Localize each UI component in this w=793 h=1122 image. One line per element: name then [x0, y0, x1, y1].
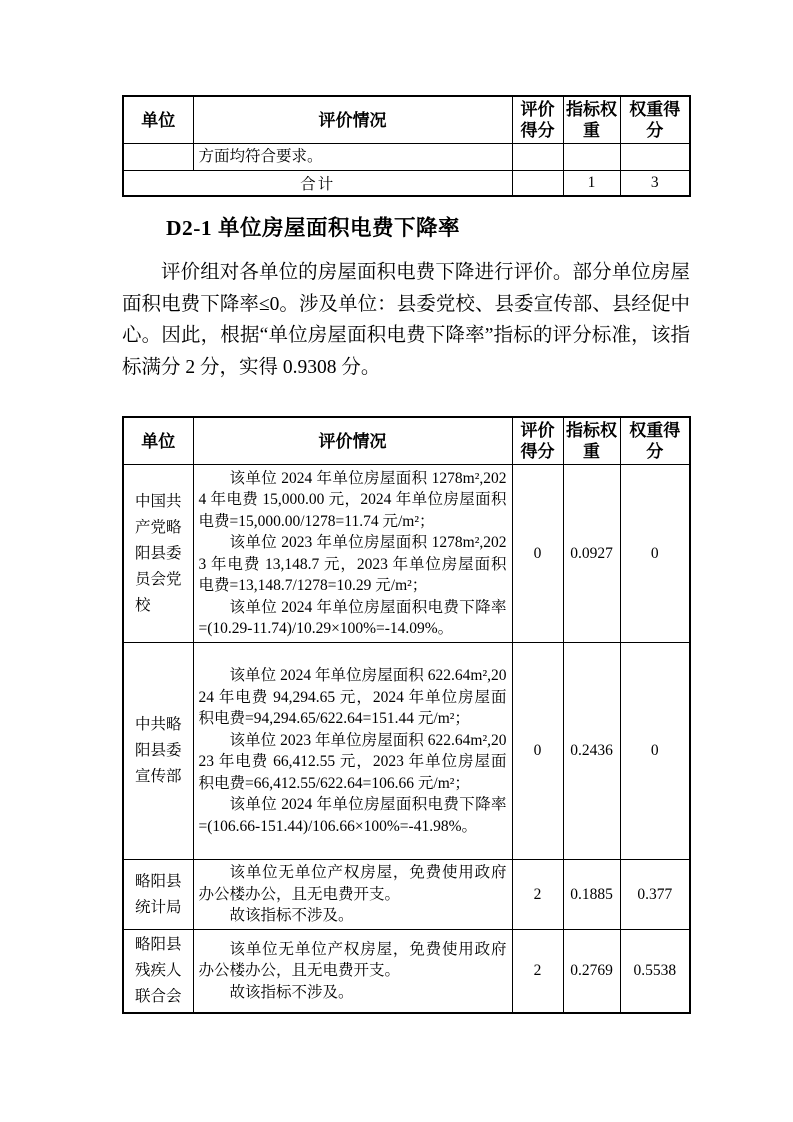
intro-paragraph: 评价组对各单位的房屋面积电费下降进行评价。部分单位房屋面积电费下降率≤0。涉及单位：县委党校、县委宣传部、县经促中心。因此，根据“单位房屋面积电费下降率”指标的评分标准，该指标满分 2 分，实得 0.9308 分。: [122, 262, 690, 378]
evaluation-table: [122, 416, 691, 1014]
unit-cell: 略阳县统计局: [123, 860, 193, 930]
table-row: [123, 643, 690, 860]
header-weight: 指标权重: [563, 96, 620, 144]
weighted-score-cell: 0: [620, 465, 690, 643]
total-weighted-score-cell: 3: [620, 170, 690, 196]
section-heading: D2-1 单位房屋面积电费下降率: [166, 216, 461, 240]
unit-cell: [123, 144, 193, 171]
weighted-score-cell: 0: [620, 643, 690, 860]
header-unit: 单位: [123, 96, 193, 144]
evaluation-paragraph: 该单位 2024 年单位房屋面积 622.64m²,2024 年电费 94,294.65 元，2024 年单位房屋面积电费=94,294.65/622.64=151.44 元/m²；: [198, 667, 507, 727]
unit-cell: 中国共产党略阳县委员会党校: [123, 465, 193, 643]
table-row: [123, 860, 690, 930]
header-score: 评价得分: [512, 417, 563, 465]
header-unit: 单位: [123, 417, 193, 465]
header-weighted-score: 权重得分: [620, 96, 690, 144]
evaluation-paragraph: 该单位无单位产权房屋，免费使用政府办公楼办公，且无电费开支。: [198, 864, 507, 903]
weight-cell: 0.1885: [563, 860, 620, 930]
weight-cell: 0.0927: [563, 465, 620, 643]
header-evaluation: 评价情况: [193, 96, 512, 144]
unit-cell: 中共略阳县委宣传部: [123, 643, 193, 860]
weighted-score-cell: 0.5538: [620, 930, 690, 1014]
score-cell: 0: [512, 465, 563, 643]
evaluation-paragraph: 该单位无单位产权房屋，免费使用政府办公楼办公，且无电费开支。: [198, 940, 507, 980]
total-score-cell: [512, 170, 563, 196]
evaluation-cell: [193, 930, 512, 1014]
score-cell: 0: [512, 643, 563, 860]
evaluation-table-header-row: [123, 417, 690, 465]
evaluation-cell: [193, 860, 512, 930]
total-weight-cell: 1: [563, 170, 620, 196]
evaluation-cell: [193, 144, 512, 171]
total-row: [123, 170, 690, 196]
weight-cell: 0.2436: [563, 643, 620, 860]
score-cell: [512, 144, 563, 171]
evaluation-paragraph: 该单位 2024 年单位房屋面积电费下降率=(106.66-151.44)/106.66×100%=-41.98%。: [198, 796, 507, 835]
summary-table: [122, 95, 691, 197]
table-row: [123, 930, 690, 1014]
unit-cell: 略阳县残疾人联合会: [123, 930, 193, 1014]
table-row: [123, 144, 690, 171]
evaluation-paragraph: 故该指标不涉及。: [229, 983, 354, 1001]
summary-table-header-row: [123, 96, 690, 144]
evaluation-paragraph: 该单位 2023 年单位房屋面积 622.64m²,2023 年电费 66,412.55 元，2023 年单位房屋面积电费=66,412.55/622.64=106.66 元/m²；: [198, 731, 507, 792]
table-row: [123, 465, 690, 643]
evaluation-paragraph: 该单位 2024 年单位房屋面积电费下降率=(10.29-11.74)/10.29×100%=-14.09%。: [198, 598, 507, 637]
header-weighted-score: 权重得分: [620, 417, 690, 465]
evaluation-paragraph: 该单位 2023 年单位房屋面积 1278m²,2023 年电费 13,148.7 元，2023 年单位房屋面积电费=13,148.7/1278=10.29 元/m²；: [198, 534, 507, 594]
weighted-score-cell: [620, 144, 690, 171]
header-weight: 指标权重: [563, 417, 620, 465]
score-cell: 2: [512, 860, 563, 930]
header-evaluation: 评价情况: [193, 417, 512, 465]
total-label-cell: 合计: [123, 170, 512, 196]
evaluation-cell: [193, 465, 512, 643]
score-cell: 2: [512, 930, 563, 1014]
header-score: 评价得分: [512, 96, 563, 144]
evaluation-paragraph: 方面均符合要求。: [198, 148, 323, 165]
evaluation-paragraph: 故该指标不涉及。: [229, 907, 354, 925]
evaluation-paragraph: 该单位 2024 年单位房屋面积 1278m²,2024 年电费 15,000.00 元，2024 年单位房屋面积电费=15,000.00/1278=11.74 元/m²；: [198, 469, 507, 530]
weighted-score-cell: 0.377: [620, 860, 690, 930]
weight-cell: [563, 144, 620, 171]
evaluation-cell: [193, 643, 512, 860]
weight-cell: 0.2769: [563, 930, 620, 1014]
